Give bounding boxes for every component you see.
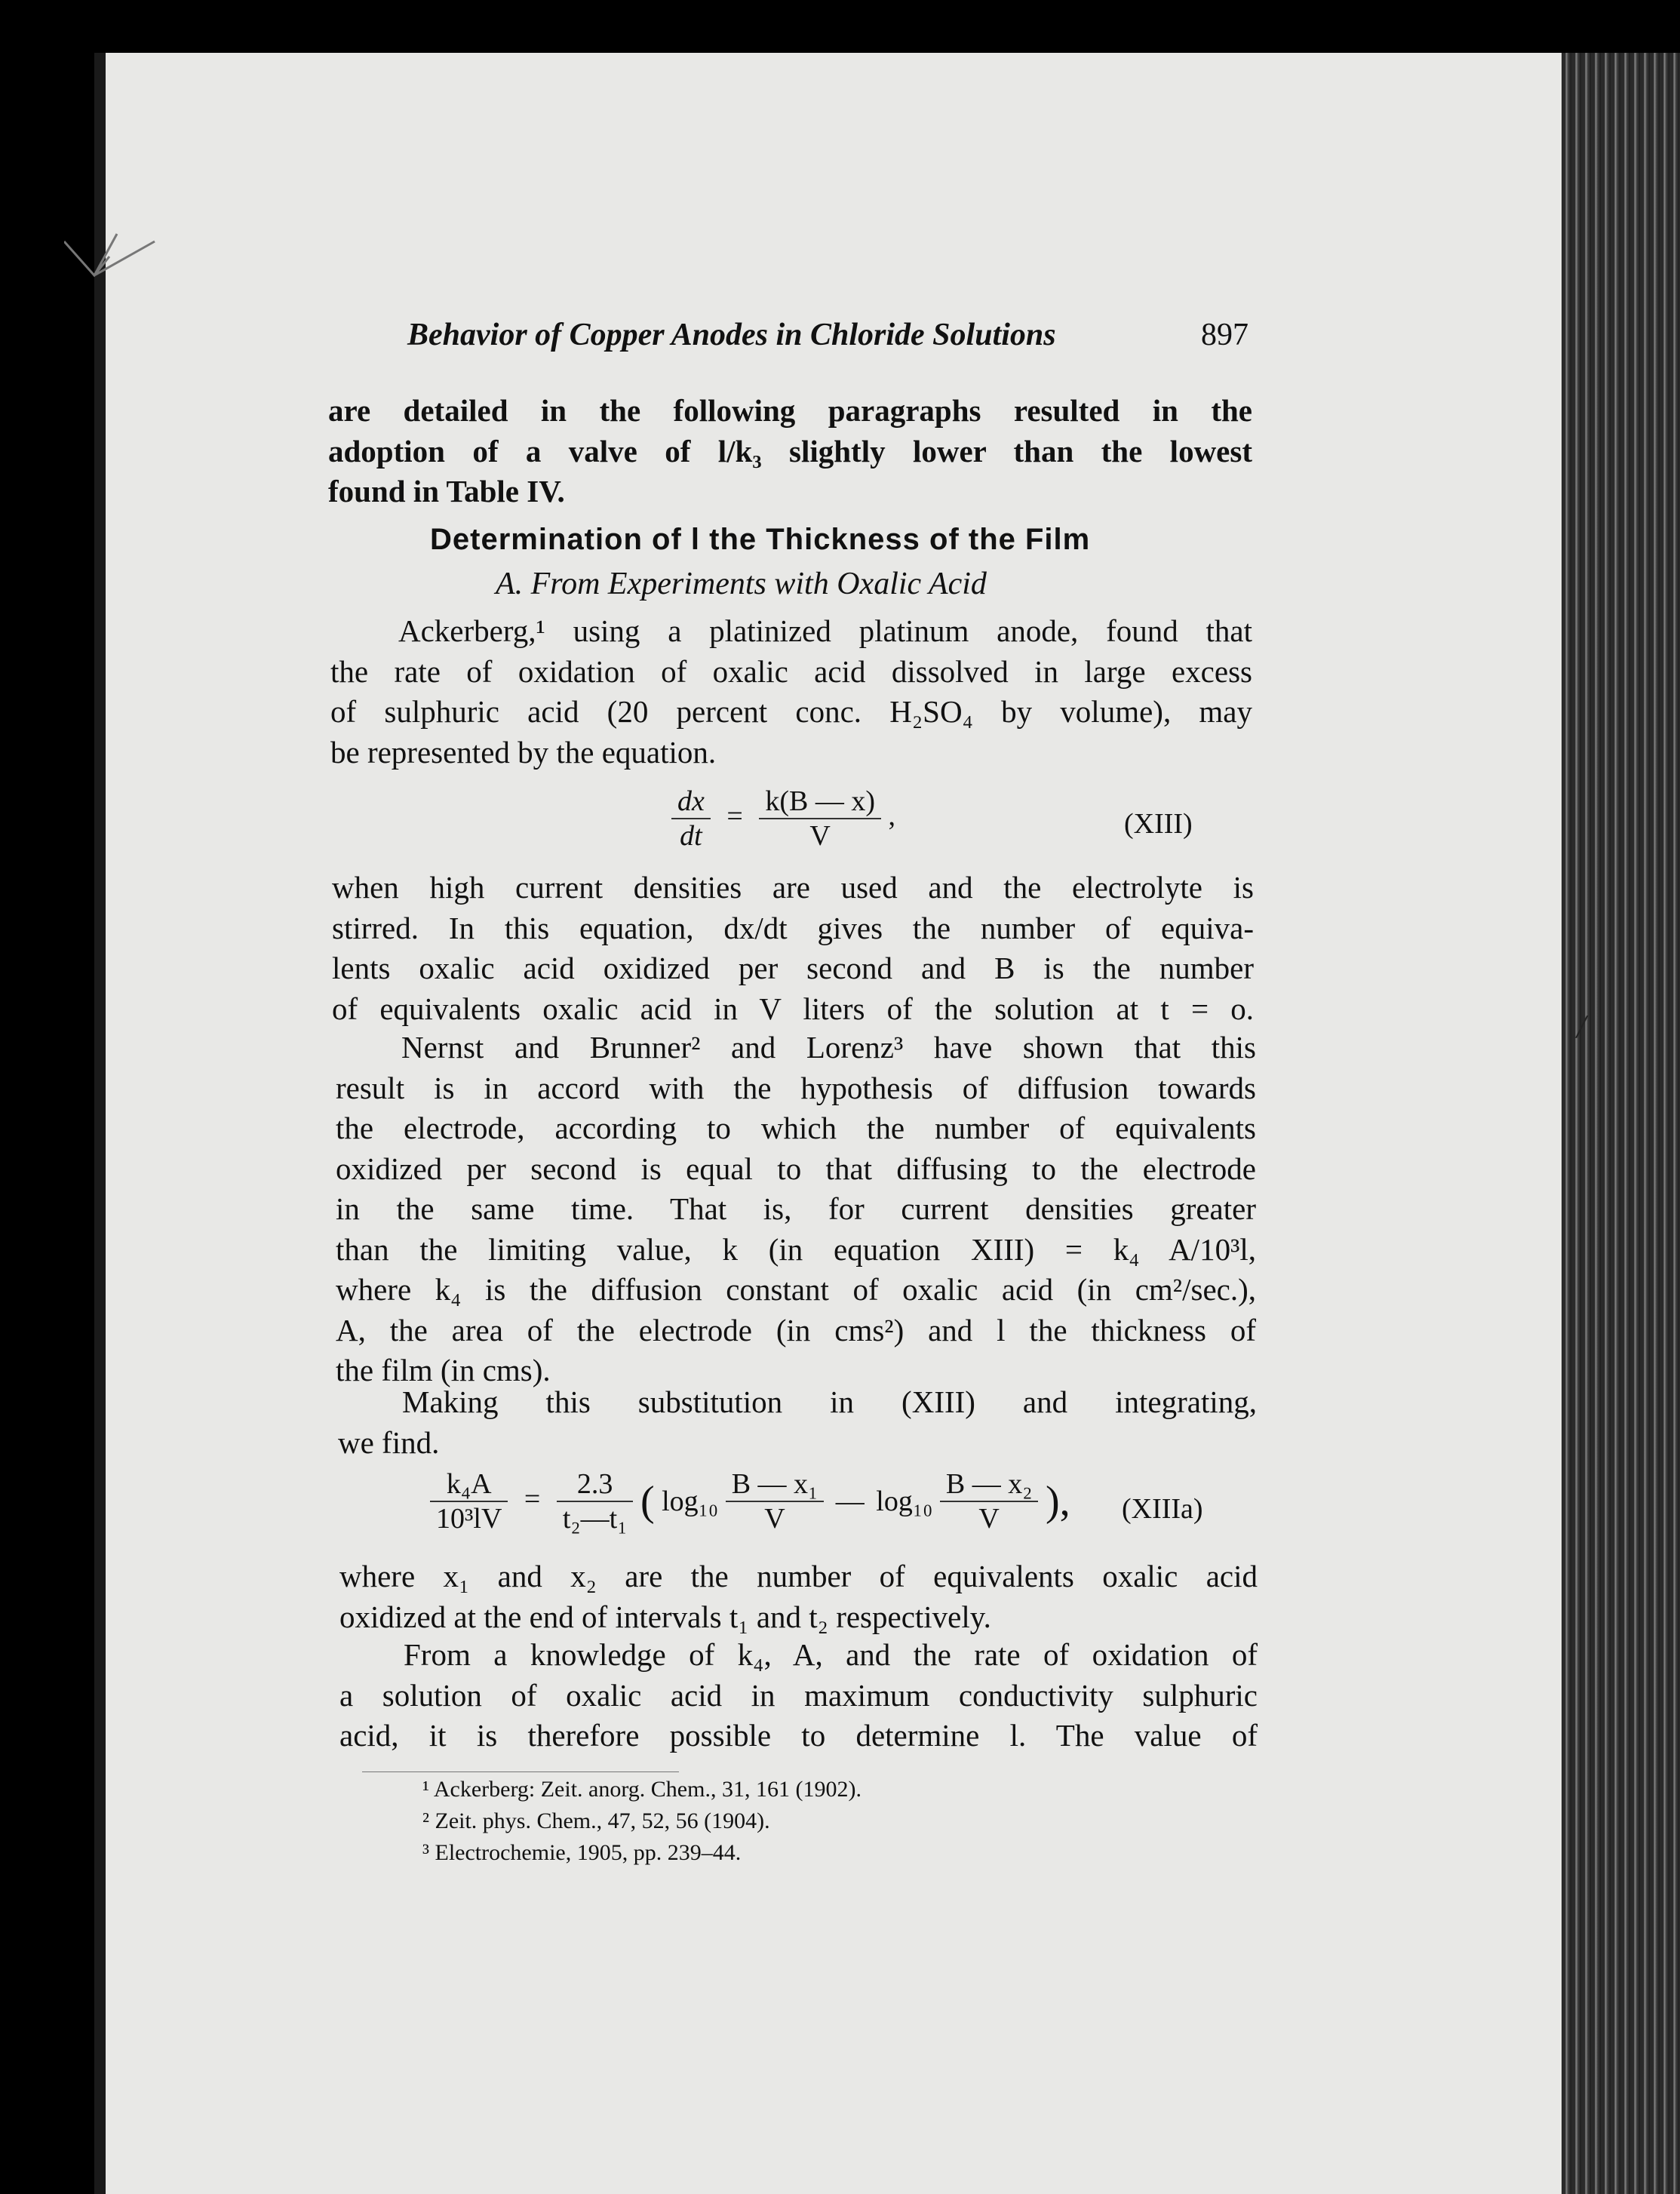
footnote-rule bbox=[362, 1771, 679, 1772]
text-line: when high current densities are used and the electrolyte is bbox=[332, 870, 1254, 905]
text-line: From a knowledge of k₄, A, and the rate of oxidation of bbox=[404, 1637, 1258, 1672]
page-number: 897 bbox=[1201, 318, 1248, 352]
fraction: $\frac{\text{k₄A}}{\text{10³lV}}$ bbox=[430, 1467, 508, 1535]
text-line: of equivalents oxalic acid in V liters of the solution at t = o. bbox=[332, 991, 1254, 1026]
equation-label: (XIIIa) bbox=[1122, 1493, 1203, 1525]
paragraph-1 bbox=[328, 391, 1252, 512]
text-line: result is in accord with the hypothesis of diffusion towards bbox=[336, 1070, 1256, 1105]
text-line: where k₄ is the diffusion constant of oxalic acid (in cm²/sec.), bbox=[336, 1272, 1256, 1307]
text-line: than the limiting value, k (in equation XIII) = k₄ A/10³l, bbox=[336, 1231, 1256, 1267]
text-line: the rate of oxidation of oxalic acid dissolved in large excess bbox=[330, 653, 1252, 689]
text-line: the film (in cms). bbox=[336, 1353, 551, 1387]
text-line: we find. bbox=[338, 1424, 440, 1460]
section-heading: Determination of l the Thickness of the Film bbox=[430, 523, 1091, 556]
text-line: acid, it is therefore possible to determine l. The value of bbox=[339, 1718, 1258, 1753]
paragraph-2 bbox=[330, 611, 1252, 773]
text-line: found in Table IV. bbox=[328, 474, 565, 509]
paragraph-4 bbox=[336, 1028, 1256, 1391]
equation-xiii: $\frac{dx}{dt}$ = $\frac{k(B — x)}{V}$ , bbox=[671, 785, 895, 853]
footnote-1: ¹ Ackerberg: Zeit. anorg. Chem., 31, 161 (1902). bbox=[422, 1777, 861, 1802]
thread-mark-icon bbox=[64, 226, 162, 287]
text-line: lents oxalic acid oxidized per second and B is the number bbox=[332, 951, 1254, 985]
text-line: where x₁ and x₂ are the number of equivalents oxalic acid bbox=[339, 1559, 1258, 1593]
margin-mark: / bbox=[1577, 1008, 1586, 1045]
footnote-2: ² Zeit. phys. Chem., 47, 52, 56 (1904). bbox=[422, 1808, 770, 1833]
paragraph-3 bbox=[332, 868, 1254, 1029]
text-line: in the same time. That is, for current densities greater bbox=[336, 1191, 1256, 1226]
running-header bbox=[407, 317, 1248, 353]
text-line: a solution of oxalic acid in maximum conductivity sulphuric bbox=[339, 1677, 1258, 1713]
page-edges bbox=[1562, 53, 1680, 2194]
text-line: Nernst and Brunner² and Lorenz³ have shown that this bbox=[401, 1030, 1256, 1065]
fraction: $\frac{2.3}{\text{t₂—t₁}}$ bbox=[557, 1467, 634, 1535]
text-line: the electrode, according to which the number of equivalents bbox=[336, 1111, 1256, 1145]
running-title: Behavior of Copper Anodes in Chloride Solutions bbox=[407, 318, 1056, 352]
text-line: of sulphuric acid (20 percent conc. H₂SO₄ by volume), may bbox=[330, 694, 1252, 729]
paragraph-6 bbox=[339, 1556, 1258, 1637]
text-line: oxidized per second is equal to that diffusing to the electrode bbox=[336, 1151, 1256, 1186]
equation-label: (XIII) bbox=[1124, 808, 1193, 840]
text-line: be represented by the equation. bbox=[330, 734, 717, 770]
text-line: adoption of a valve of l/k₃ slightly lower than the lowest bbox=[328, 433, 1252, 469]
paragraph-7 bbox=[339, 1635, 1258, 1756]
equation-xiiia: $\frac{\text{k₄A}}{\text{10³lV}}$ = $\frac{2.3}{\text{t₂—t₁}}$ ( log₁₀ $\frac{\text{B — x₁}}{V}$ — log₁₀ $\frac{\text{B — x₂}}{V}$ ), bbox=[430, 1467, 1070, 1535]
text-line: stirred. In this equation, dx/dt gives the number of equiva- bbox=[332, 910, 1254, 945]
fraction: $\frac{dx}{dt}$ bbox=[671, 785, 711, 853]
paragraph-5 bbox=[338, 1382, 1257, 1463]
text-line: are detailed in the following paragraphs resulted in the bbox=[328, 393, 1252, 428]
footnote-3: ³ Electrochemie, 1905, pp. 239–44. bbox=[422, 1840, 742, 1865]
subheading: A. From Experiments with Oxalic Acid bbox=[496, 567, 987, 601]
text-line: Ackerberg,¹ using a platinized platinum anode, found that bbox=[398, 613, 1252, 648]
text-line: oxidized at the end of intervals t₁ and t₂ respectively. bbox=[339, 1599, 991, 1634]
text-line: A, the area of the electrode (in cms²) and l the thickness of bbox=[336, 1312, 1256, 1347]
text-line: Making this substitution in (XIII) and integrating, bbox=[402, 1384, 1257, 1419]
fraction: $\frac{\text{B — x₂}}{V}$ bbox=[940, 1467, 1039, 1535]
fraction: $\frac{k(B — x)}{V}$ bbox=[759, 785, 881, 853]
fraction: $\frac{\text{B — x₁}}{V}$ bbox=[726, 1467, 825, 1535]
